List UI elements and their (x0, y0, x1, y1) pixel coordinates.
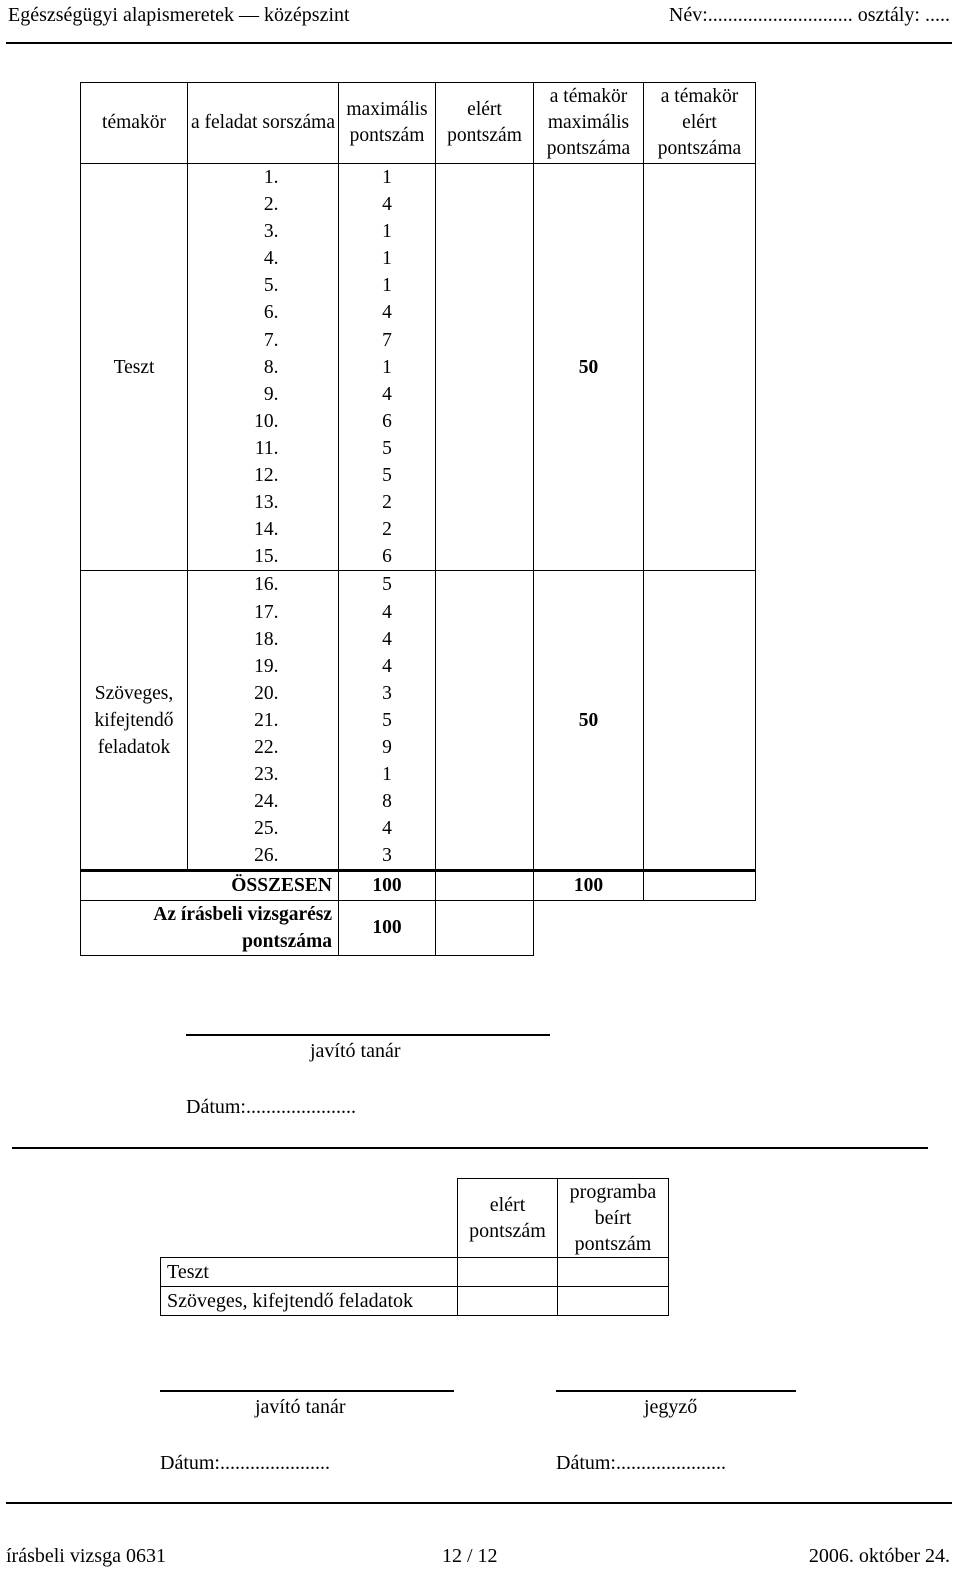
achieved-points-cell (436, 245, 534, 272)
total-row (81, 871, 756, 900)
max-points: 1 (339, 761, 436, 788)
notary-label: jegyző (644, 1396, 698, 1418)
summary-achieved-cell (458, 1258, 558, 1287)
max-points: 1 (339, 218, 436, 245)
task-spacer (279, 435, 339, 462)
empty-cell (534, 900, 644, 955)
achieved-points-cell (436, 842, 534, 871)
task-spacer (279, 626, 339, 653)
header-topic-max: a témakör maximális pontszáma (534, 83, 644, 164)
task-number: 5. (188, 272, 279, 299)
max-points: 3 (339, 842, 436, 871)
task-spacer (279, 462, 339, 489)
achieved-points-cell (436, 354, 534, 381)
max-points: 2 (339, 516, 436, 543)
topic-max-points: 50 (534, 571, 644, 871)
task-number: 13. (188, 489, 279, 516)
task-spacer (279, 164, 339, 192)
task-spacer (279, 245, 339, 272)
score-table-header (81, 83, 756, 164)
task-number: 7. (188, 327, 279, 354)
signature-line (160, 1390, 454, 1392)
empty-cell (644, 900, 756, 955)
max-points: 6 (339, 408, 436, 435)
task-number: 1. (188, 164, 279, 192)
task-number: 4. (188, 245, 279, 272)
task-spacer (279, 707, 339, 734)
header-title: Egészségügyi alapismeretek — középszint (8, 4, 350, 26)
total-label: ÖSSZESEN (81, 871, 339, 900)
header-task-number: a feladat sorszáma (188, 83, 339, 164)
achieved-points-cell (436, 408, 534, 435)
task-spacer (279, 734, 339, 761)
task-number: 19. (188, 653, 279, 680)
task-number: 23. (188, 761, 279, 788)
task-number: 11. (188, 435, 279, 462)
max-points: 5 (339, 571, 436, 599)
max-points: 1 (339, 245, 436, 272)
task-spacer (279, 815, 339, 842)
date-field: Dátum:...................... (186, 1096, 356, 1118)
signature-line (556, 1390, 796, 1392)
task-spacer (279, 327, 339, 354)
task-number: 12. (188, 462, 279, 489)
task-spacer (279, 354, 339, 381)
task-number: 17. (188, 599, 279, 626)
corrector-label: javító tanár (255, 1396, 346, 1418)
summary-header-blank (161, 1179, 458, 1258)
task-number: 15. (188, 543, 279, 571)
max-points: 1 (339, 354, 436, 381)
task-number: 26. (188, 842, 279, 871)
max-points: 5 (339, 707, 436, 734)
summary-header-achieved: elért pontszám (458, 1179, 558, 1258)
achieved-points-cell (436, 571, 534, 599)
header-topic-achieved: a témakör elért pontszáma (644, 83, 756, 164)
table-row (81, 571, 756, 599)
max-points: 4 (339, 299, 436, 326)
task-spacer (279, 653, 339, 680)
max-points: 8 (339, 788, 436, 815)
total-max-points: 100 (339, 871, 436, 900)
task-spacer (279, 599, 339, 626)
written-total-max: 100 (339, 900, 436, 955)
max-points: 5 (339, 435, 436, 462)
summary-entered-cell (558, 1258, 669, 1287)
achieved-points-cell (436, 543, 534, 571)
max-points: 4 (339, 653, 436, 680)
total-topic-max: 100 (534, 871, 644, 900)
table-row (81, 164, 756, 192)
header-topic: témakör (81, 83, 188, 164)
task-spacer (279, 571, 339, 599)
achieved-points-cell (436, 489, 534, 516)
max-points: 4 (339, 815, 436, 842)
task-spacer (279, 408, 339, 435)
signature-line (186, 1034, 550, 1036)
achieved-points-cell (436, 272, 534, 299)
max-points: 4 (339, 599, 436, 626)
summary-entered-cell (558, 1287, 669, 1316)
task-number: 6. (188, 299, 279, 326)
achieved-points-cell (436, 435, 534, 462)
max-points: 4 (339, 381, 436, 408)
footer-date: 2006. október 24. (808, 1545, 950, 1567)
max-points: 5 (339, 462, 436, 489)
task-spacer (279, 516, 339, 543)
max-points: 2 (339, 489, 436, 516)
max-points: 4 (339, 626, 436, 653)
summary-row-label: Teszt (161, 1258, 458, 1287)
achieved-points-cell (436, 381, 534, 408)
achieved-points-cell (436, 815, 534, 842)
summary-row-label: Szöveges, kifejtendő feladatok (161, 1287, 458, 1316)
topic-cell: Szöveges, kifejtendő feladatok (81, 571, 188, 871)
task-spacer (279, 543, 339, 571)
summary-achieved-cell (458, 1287, 558, 1316)
header-name-class: Név:............................. osztály: ..... (668, 4, 950, 26)
topic-max-points: 50 (534, 164, 644, 571)
footer-divider (6, 1502, 952, 1504)
header-divider (6, 42, 952, 44)
max-points: 9 (339, 734, 436, 761)
date-field: Dátum:...................... (556, 1452, 726, 1474)
task-spacer (279, 272, 339, 299)
topic-cell: Teszt (81, 164, 188, 571)
header-achieved-points: elért pontszám (436, 83, 534, 164)
task-number: 16. (188, 571, 279, 599)
max-points: 3 (339, 680, 436, 707)
achieved-points-cell (436, 734, 534, 761)
page-number: 12 / 12 (442, 1545, 498, 1567)
section-divider (12, 1147, 928, 1149)
task-number: 18. (188, 626, 279, 653)
summary-header-entered: programba beírt pontszám (558, 1179, 669, 1258)
written-total-achieved-cell (436, 900, 534, 955)
achieved-points-cell (436, 680, 534, 707)
task-number: 14. (188, 516, 279, 543)
written-total-row (81, 900, 756, 955)
header-max-points: maximális pontszám (339, 83, 436, 164)
achieved-points-cell (436, 626, 534, 653)
task-number: 8. (188, 354, 279, 381)
achieved-points-cell (436, 761, 534, 788)
task-number: 2. (188, 191, 279, 218)
achieved-points-cell (436, 707, 534, 734)
task-spacer (279, 299, 339, 326)
task-spacer (279, 680, 339, 707)
task-spacer (279, 191, 339, 218)
written-total-label: Az írásbeli vizsgarész pontszáma (81, 900, 339, 955)
date-field: Dátum:...................... (160, 1452, 330, 1474)
total-achieved-cell (436, 871, 534, 900)
task-number: 22. (188, 734, 279, 761)
max-points: 6 (339, 543, 436, 571)
footer-exam-code: írásbeli vizsga 0631 (6, 1545, 166, 1567)
achieved-points-cell (436, 653, 534, 680)
achieved-points-cell (436, 191, 534, 218)
achieved-points-cell (436, 327, 534, 354)
summary-table (160, 1178, 669, 1316)
task-spacer (279, 842, 339, 871)
total-topic-achieved-cell (644, 871, 756, 900)
task-spacer (279, 788, 339, 815)
achieved-points-cell (436, 299, 534, 326)
achieved-points-cell (436, 164, 534, 192)
achieved-points-cell (436, 462, 534, 489)
topic-achieved-cell (644, 571, 756, 871)
task-spacer (279, 489, 339, 516)
topic-achieved-cell (644, 164, 756, 571)
max-points: 1 (339, 164, 436, 192)
max-points: 7 (339, 327, 436, 354)
task-spacer (279, 761, 339, 788)
task-number: 3. (188, 218, 279, 245)
max-points: 4 (339, 191, 436, 218)
task-spacer (279, 218, 339, 245)
task-number: 10. (188, 408, 279, 435)
task-number: 24. (188, 788, 279, 815)
corrector-label: javító tanár (310, 1040, 401, 1062)
task-number: 21. (188, 707, 279, 734)
task-number: 25. (188, 815, 279, 842)
achieved-points-cell (436, 788, 534, 815)
achieved-points-cell (436, 599, 534, 626)
achieved-points-cell (436, 218, 534, 245)
task-number: 9. (188, 381, 279, 408)
max-points: 1 (339, 272, 436, 299)
achieved-points-cell (436, 516, 534, 543)
task-number: 20. (188, 680, 279, 707)
score-table (80, 82, 756, 956)
task-spacer (279, 381, 339, 408)
